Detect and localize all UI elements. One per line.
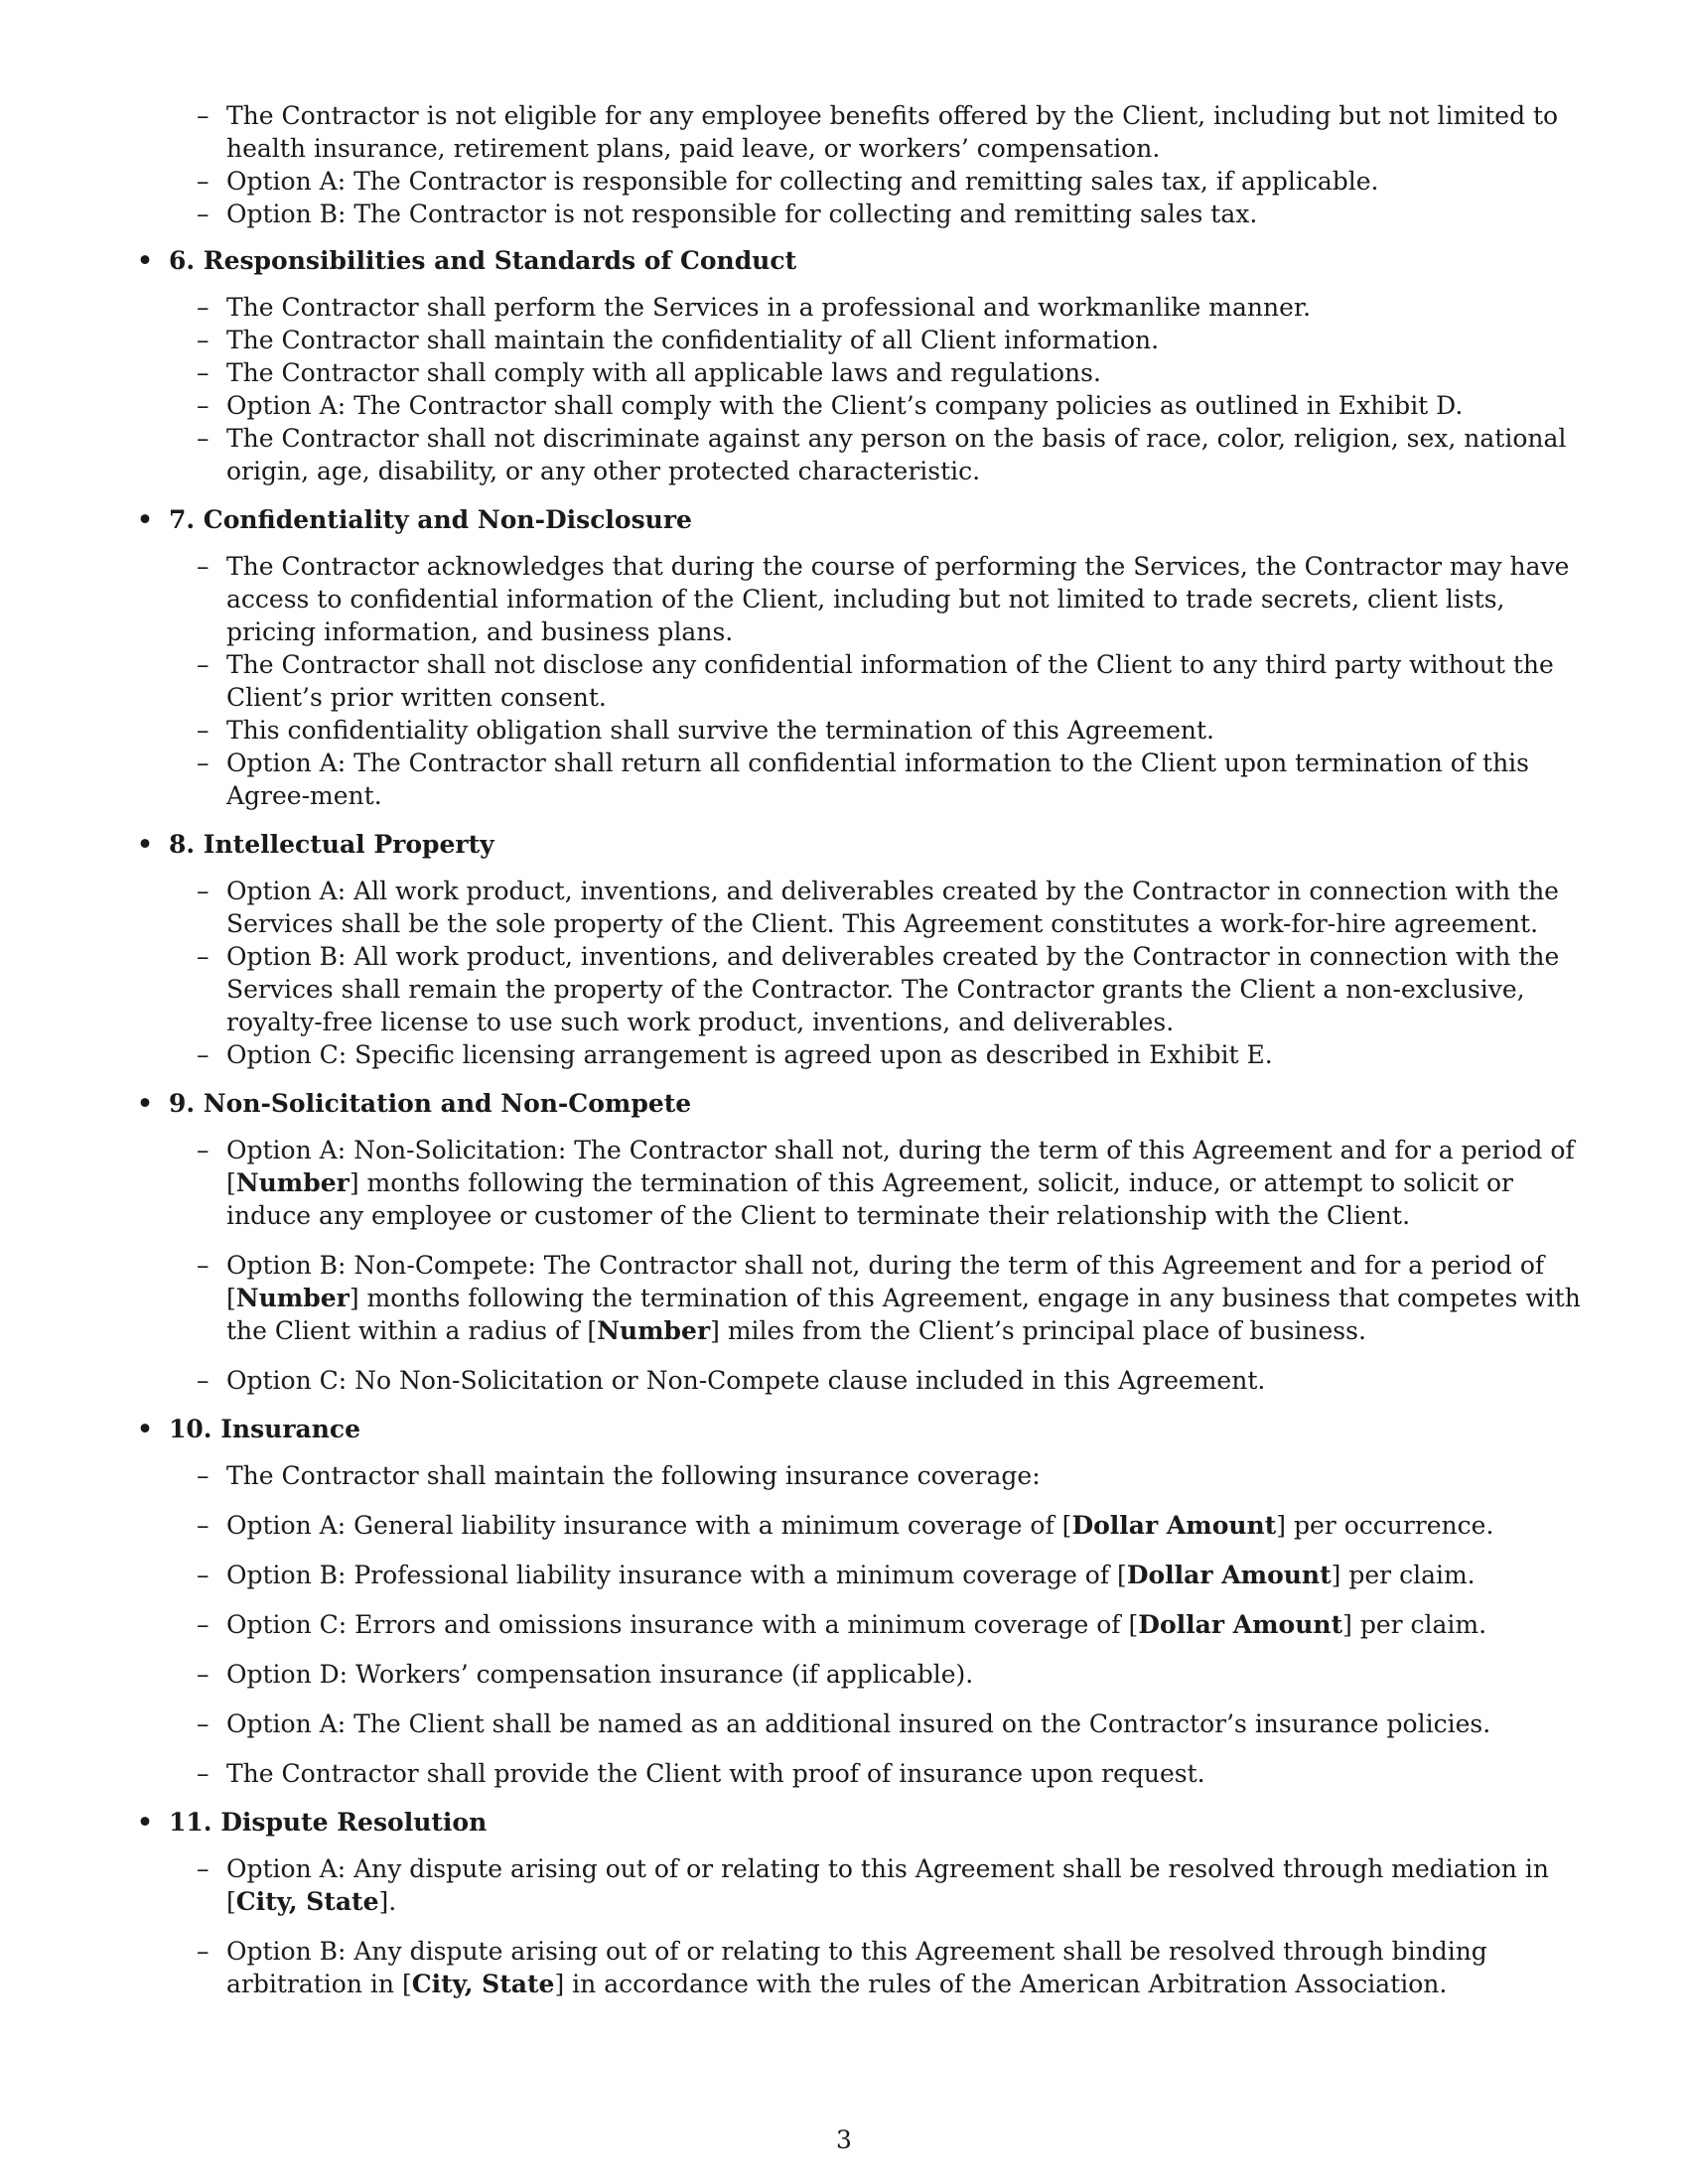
placeholder-number: Number: [235, 1284, 350, 1312]
section-6: [129, 244, 1589, 487]
list-item: – Option B: Non-Compete: The Contractor shall not, during the term of this Agreement and for a period of [Number] months following the termination of this Agreement, engage in any business that competes with the Client within a radius of [Number] miles from the Client’s principal place of business.: [197, 1251, 1581, 1345]
list-item: – Option B: Professional liability insurance with a minimum coverage of [Dollar Amount] per claim.: [197, 1561, 1476, 1589]
dash-marker: –: [197, 1709, 210, 1738]
dash-marker: –: [197, 1136, 210, 1164]
dash-marker: –: [197, 1937, 210, 1966]
section-7: [129, 503, 1589, 812]
list-item: – Option A: The Contractor shall comply with the Client’s company policies as outlined in Exhibit D.: [197, 391, 1464, 420]
list-item: – Option C: Specific licensing arrangement is agreed upon as described in Exhibit E.: [197, 1040, 1273, 1069]
list-item: – Option B: The Contractor is not responsible for collecting and remitting sales tax.: [197, 200, 1258, 228]
list-item: – The Contractor shall not discriminate against any person on the basis of race, color, religion, sex, national origin, age, disability, or any other protected characteristic.: [197, 424, 1567, 485]
dash-marker: –: [197, 326, 210, 354]
section-11: [129, 1806, 1589, 2000]
placeholder-dollar-amount: Dollar Amount: [1138, 1610, 1343, 1639]
section-8-list: [129, 875, 1589, 1071]
dash-marker: –: [197, 1040, 210, 1069]
section-heading: • 6. Responsibilities and Standards of Conduct: [137, 246, 797, 275]
bullet-marker: •: [137, 1415, 153, 1443]
dash-marker: –: [197, 358, 210, 387]
placeholder-dollar-amount: Dollar Amount: [1126, 1561, 1332, 1589]
section-heading: • 10. Insurance: [137, 1415, 360, 1443]
placeholder-dollar-amount: Dollar Amount: [1071, 1511, 1277, 1540]
section-11-list: [129, 1852, 1589, 2000]
dash-marker: –: [197, 877, 210, 905]
dash-marker: –: [197, 942, 210, 971]
list-item: – Option A: Any dispute arising out of or relating to this Agreement shall be resolved through mediation in [City, State].: [197, 1854, 1549, 1916]
list-item: – Option A: The Client shall be named as an additional insured on the Contractor’s insurance policies.: [197, 1709, 1491, 1738]
list-item: – Option B: All work product, inventions, and deliverables created by the Contractor in connection with the Services shall remain the property of the Contractor. The Contractor grants the Client a non-exclusive, royalty-free license to use such work product, inventions, and deliverables.: [197, 942, 1560, 1036]
dash-marker: –: [197, 200, 210, 228]
section-9-list: [129, 1134, 1589, 1397]
dash-marker: –: [197, 1759, 210, 1788]
section-9: [129, 1087, 1589, 1397]
bullet-marker: •: [137, 1808, 153, 1837]
list-item: – The Contractor shall not disclose any confidential information of the Client to any third party without the Client’s prior written consent.: [197, 650, 1554, 712]
dash-marker: –: [197, 1511, 210, 1540]
bullet-marker: •: [137, 1089, 153, 1118]
bullet-marker: •: [137, 246, 153, 275]
dash-marker: –: [197, 1561, 210, 1589]
list-item: – This confidentiality obligation shall survive the termination of this Agreement.: [197, 716, 1214, 745]
dash-marker: –: [197, 1854, 210, 1883]
document-body: [129, 99, 1589, 2000]
section-heading: • 9. Non-Solicitation and Non-Compete: [137, 1089, 692, 1118]
list-item: – Option C: No Non-Solicitation or Non-Compete clause included in this Agreement.: [197, 1366, 1266, 1395]
dash-marker: –: [197, 716, 210, 745]
dash-marker: –: [197, 1461, 210, 1490]
list-item: – Option A: The Contractor shall return all confidential information to the Client upon termination of this Agree-ment.: [197, 749, 1529, 810]
section-7-list: [129, 550, 1589, 812]
dash-marker: –: [197, 424, 210, 453]
bullet-marker: •: [137, 830, 153, 859]
dash-marker: –: [197, 391, 210, 420]
dash-marker: –: [197, 293, 210, 322]
list-item: – The Contractor shall comply with all applicable laws and regulations.: [197, 358, 1101, 387]
list-item: – Option B: Any dispute arising out of or relating to this Agreement shall be resolved through binding arbitration in [City, State] in accordance with the rules of the American Arbitration Association.: [197, 1937, 1487, 1998]
placeholder-city-state: City, State: [235, 1887, 379, 1916]
section-10-list: [129, 1459, 1589, 1790]
list-item: – Option A: All work product, inventions, and deliverables created by the Contractor in connection with the Services shall be the sole property of the Client. This Agreement constitutes a work-for-hire agreement.: [197, 877, 1559, 938]
list-item: – The Contractor acknowledges that during the course of performing the Services, the Contractor may have access to confidential information of the Client, including but not limited to trade secrets, client lists, pricing information, and business plans.: [197, 552, 1570, 646]
list-item: – Option A: Non-Solicitation: The Contractor shall not, during the term of this Agreement and for a period of [Number] months following the termination of this Agreement, solicit, induce, or attempt to solicit or induce any employee or customer of the Client to terminate their relationship with the Client.: [197, 1136, 1575, 1230]
list-item: – The Contractor is not eligible for any employee benefits offered by the Client, including but not limited to health insurance, retirement plans, paid leave, or workers’ compensation.: [197, 101, 1559, 163]
dash-marker: –: [197, 552, 210, 581]
section-6-list: [129, 291, 1589, 487]
section-heading: • 7. Confidentiality and Non-Disclosure: [137, 505, 692, 534]
dash-marker: –: [197, 749, 210, 777]
dash-marker: –: [197, 1610, 210, 1639]
dash-marker: –: [197, 650, 210, 679]
list-item: – The Contractor shall maintain the confidentiality of all Client information.: [197, 326, 1160, 354]
list-item: – Option A: General liability insurance with a minimum coverage of [Dollar Amount] per occurrence.: [197, 1511, 1494, 1540]
list-item: – The Contractor shall provide the Client with proof of insurance upon request.: [197, 1759, 1205, 1788]
list-item: – The Contractor shall perform the Services in a professional and workmanlike manner.: [197, 293, 1312, 322]
section-heading: • 8. Intellectual Property: [137, 830, 494, 859]
list-item: – Option C: Errors and omissions insurance with a minimum coverage of [Dollar Amount] per claim.: [197, 1610, 1487, 1639]
section-10: [129, 1413, 1589, 1790]
section-8: [129, 828, 1589, 1071]
placeholder-number: Number: [235, 1168, 350, 1197]
page-number: 3: [836, 2125, 852, 2154]
bullet-marker: •: [137, 505, 153, 534]
dash-marker: –: [197, 167, 210, 196]
list-item: – The Contractor shall maintain the following insurance coverage:: [197, 1461, 1041, 1490]
dash-marker: –: [197, 1251, 210, 1280]
continuation-list: [129, 99, 1589, 230]
dash-marker: –: [197, 101, 210, 130]
dash-marker: –: [197, 1366, 210, 1395]
dash-marker: –: [197, 1660, 210, 1689]
placeholder-city-state: City, State: [411, 1970, 555, 1998]
list-item: – Option A: The Contractor is responsible for collecting and remitting sales tax, if applicable.: [197, 167, 1379, 196]
placeholder-number: Number: [597, 1316, 711, 1345]
list-item: – Option D: Workers’ compensation insurance (if applicable).: [197, 1660, 974, 1689]
section-heading: • 11. Dispute Resolution: [137, 1808, 488, 1837]
